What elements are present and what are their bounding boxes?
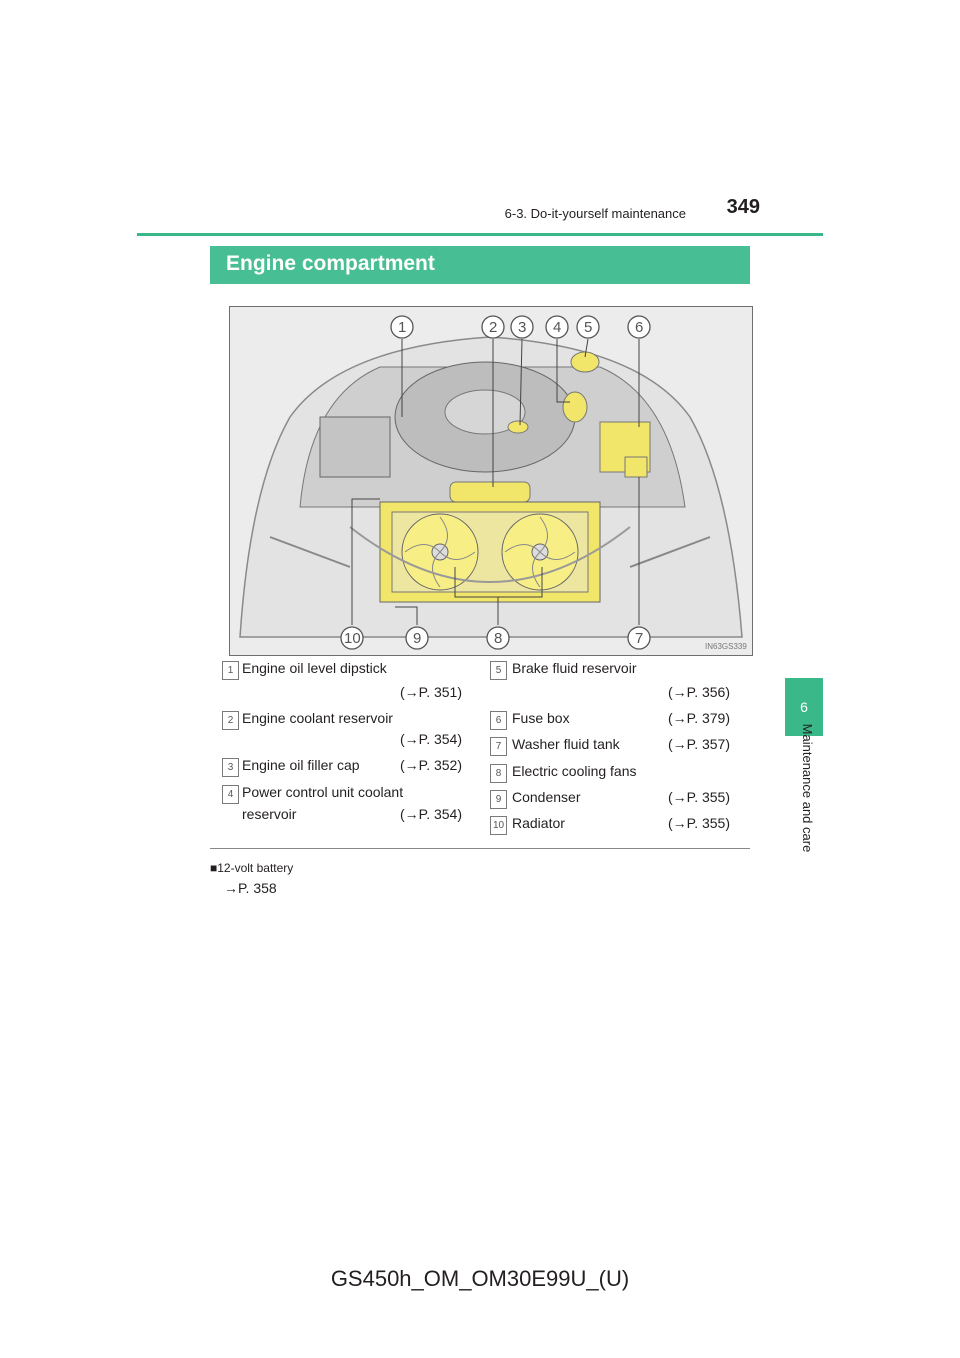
callout-3 [509, 314, 535, 340]
callout-4 [544, 314, 570, 340]
legend-ref-3[interactable]: (→P. 352) [400, 757, 462, 773]
page-number: 349 [726, 196, 760, 218]
legend-label-4: Power control unit coolant [242, 784, 404, 800]
engine-compartment-illustration [229, 306, 753, 656]
legend-label-3: Engine oil filler cap [242, 757, 360, 773]
chapter-tab[interactable]: 6 [785, 678, 823, 736]
legend-label-10: Radiator [512, 815, 565, 831]
legend-num-2: 2 [222, 711, 239, 730]
legend-num-10: 10 [490, 816, 507, 835]
legend-label-9: Condenser [512, 789, 581, 805]
legend-num-5: 5 [490, 661, 507, 680]
legend-ref-10[interactable]: (→P. 355) [668, 815, 730, 831]
callout-5 [575, 314, 601, 340]
chapter-title: Maintenance and care [800, 723, 815, 853]
callout-8 [485, 625, 511, 651]
svg-text:8: 8 [494, 630, 503, 647]
battery-area-shape [320, 417, 390, 477]
legend-label-6: Fuse box [512, 710, 570, 726]
section-label: 6-3. Do-it-yourself maintenance [504, 206, 686, 221]
page-title: Engine compartment [226, 252, 435, 275]
callout-9 [404, 625, 430, 651]
legend-ref-5[interactable]: (→P. 356) [668, 684, 730, 700]
svg-text:9: 9 [413, 630, 422, 647]
legend-num-9: 9 [490, 790, 507, 809]
svg-text:2: 2 [489, 319, 498, 336]
header-rule [137, 233, 823, 236]
callout-7 [626, 625, 652, 651]
legend-ref-4[interactable]: (→P. 354) [400, 806, 462, 822]
engine-illustration-svg [230, 307, 752, 655]
legend-num-3: 3 [222, 758, 239, 777]
note-heading: ■12-volt battery [210, 861, 294, 875]
callout-6 [626, 314, 652, 340]
oil-cap-shape [508, 421, 528, 433]
legend-label-5: Brake fluid reservoir [512, 660, 637, 676]
document-footer-code: GS450h_OM_OM30E99U_(U) [330, 1266, 630, 1291]
callout-10 [339, 625, 365, 651]
pcu-reservoir-shape [563, 392, 587, 422]
section-title-bar [210, 246, 750, 284]
legend-ref-9[interactable]: (→P. 355) [668, 789, 730, 805]
section-divider [210, 848, 750, 849]
legend-num-1: 1 [222, 661, 239, 680]
svg-text:3: 3 [518, 319, 527, 336]
coolant-reservoir-shape [450, 482, 530, 502]
svg-text:6: 6 [635, 319, 644, 336]
svg-text:10: 10 [344, 630, 361, 647]
callout-2 [480, 314, 506, 340]
figure-code: IN63GS339 [705, 642, 747, 651]
legend-num-7: 7 [490, 737, 507, 756]
svg-text:5: 5 [584, 319, 593, 336]
legend-label-1: Engine oil level dipstick [242, 660, 387, 676]
legend-ref-6[interactable]: (→P. 379) [668, 710, 730, 726]
callout-1 [389, 314, 415, 340]
legend-ref-2[interactable]: (→P. 354) [400, 731, 462, 747]
legend-label-8: Electric cooling fans [512, 763, 637, 779]
washer-tank-shape [625, 457, 647, 477]
legend-num-6: 6 [490, 711, 507, 730]
legend-num-8: 8 [490, 764, 507, 783]
legend-label-7: Washer fluid tank [512, 736, 620, 752]
svg-text:4: 4 [553, 319, 562, 336]
svg-text:7: 7 [635, 630, 644, 647]
note-reference-link[interactable]: →P. 358 [224, 880, 277, 896]
svg-text:1: 1 [398, 319, 407, 336]
legend-label-4b: reservoir [242, 806, 297, 822]
legend-ref-1[interactable]: (→P. 351) [400, 684, 462, 700]
legend-num-4: 4 [222, 785, 239, 804]
legend-ref-7[interactable]: (→P. 357) [668, 736, 730, 752]
legend-label-2: Engine coolant reservoir [242, 710, 393, 726]
